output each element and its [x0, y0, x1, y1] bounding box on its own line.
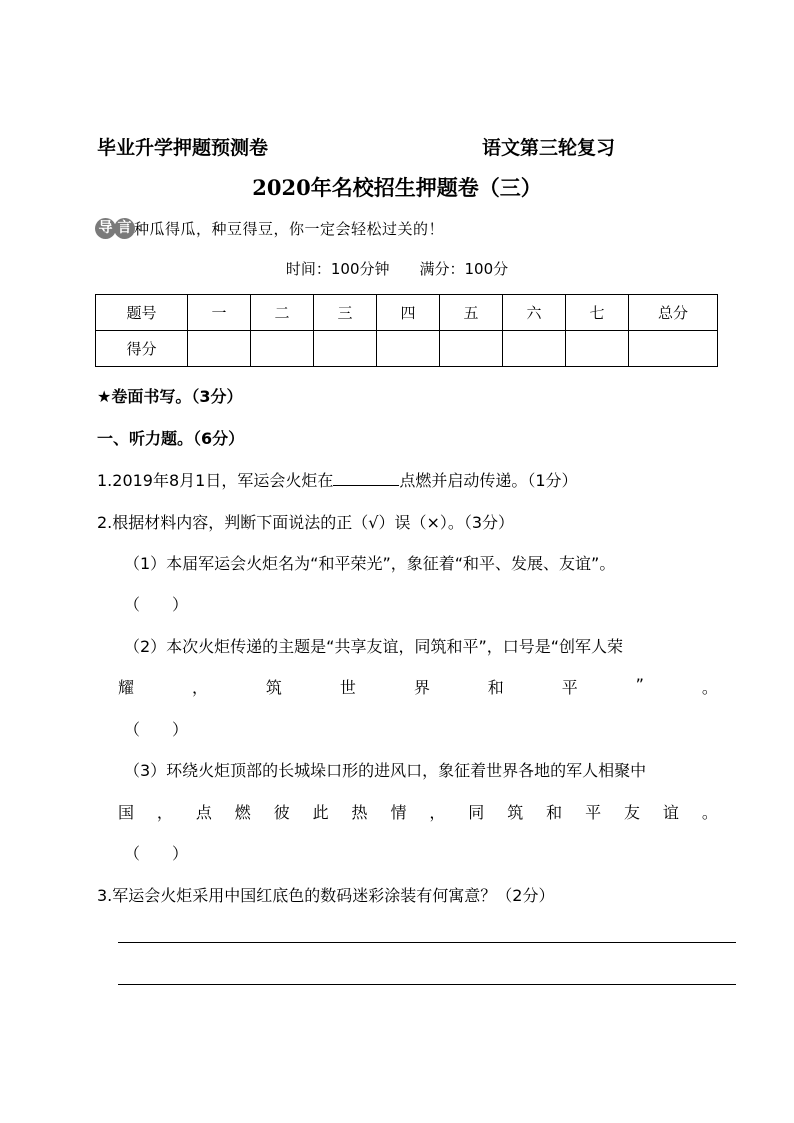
table-row — [96, 331, 718, 367]
q2-answer-paren-1[interactable]: （ ） — [124, 595, 189, 614]
q1-text-before: 1.2019年8月1日，军运会火炬在 — [97, 471, 334, 490]
text-char: 世 — [339, 678, 356, 697]
header-right-title: 语文第三轮复习 — [482, 137, 616, 159]
text-char: 。 — [701, 678, 718, 697]
question-1 — [97, 468, 578, 491]
answer-line[interactable] — [118, 984, 736, 985]
text-char: 燃 — [234, 803, 251, 822]
text-char: 国 — [118, 803, 135, 822]
text-char: 此 — [312, 803, 329, 822]
exam-info — [0, 258, 794, 279]
text-char: ， — [156, 803, 173, 822]
score-input-cell[interactable] — [566, 331, 629, 367]
score-table — [95, 294, 718, 367]
table-row — [96, 295, 718, 331]
table-cell: 四 — [377, 295, 440, 331]
q2-statement-1: （1）本届军运会火炬名为“和平荣光”，象征着“和平、发展、友谊”。 — [124, 554, 616, 573]
table-cell: 五 — [440, 295, 503, 331]
table-cell: 总分 — [629, 295, 718, 331]
q2-statement-3: （3）环绕火炬顶部的长城垛口形的进风口，象征着世界各地的军人相聚中 — [124, 761, 647, 780]
intro-line — [95, 215, 444, 241]
score-input-cell[interactable] — [251, 331, 314, 367]
text-char: 和 — [487, 678, 504, 697]
text-char: ， — [191, 678, 208, 697]
section-listening: 一、听力题。（6分） — [97, 429, 245, 448]
table-cell: 七 — [566, 295, 629, 331]
score-input-cell[interactable] — [629, 331, 718, 367]
text-char: ” — [635, 675, 644, 694]
text-char: 平 — [561, 678, 578, 697]
exam-title: 2020年名校招生押题卷（三） — [252, 175, 542, 200]
q1-text-after: 点燃并启动传递。（1分） — [399, 471, 578, 490]
q2-answer-paren-2[interactable]: （ ） — [124, 720, 189, 739]
section-handwriting: ★卷面书写。（3分） — [97, 387, 243, 406]
table-cell: 三 — [314, 295, 377, 331]
score-input-cell[interactable] — [188, 331, 251, 367]
text-char: 耀 — [118, 678, 135, 697]
table-cell: 二 — [251, 295, 314, 331]
score-input-cell[interactable] — [377, 331, 440, 367]
question-2-stem: 2.根据材料内容，判断下面说法的正（√）误（×）。（3分） — [97, 513, 515, 532]
text-char: 筑 — [265, 678, 282, 697]
answer-line[interactable] — [118, 942, 736, 943]
question-3-stem: 3.军运会火炬采用中国红底色的数码迷彩涂装有何寓意？（2分） — [97, 886, 555, 905]
text-char: 界 — [413, 678, 430, 697]
table-cell: 题号 — [96, 295, 188, 331]
header-left-title: 毕业升学押题预测卷 — [97, 137, 269, 159]
badge-char: 导 — [95, 218, 116, 239]
text-char: 情 — [390, 803, 407, 822]
text-char: 谊 — [662, 803, 679, 822]
text-char: 热 — [351, 803, 368, 822]
score-input-cell[interactable] — [503, 331, 566, 367]
q2-answer-paren-3[interactable]: （ ） — [124, 844, 189, 863]
text-char: 点 — [195, 803, 212, 822]
table-cell: 得分 — [96, 331, 188, 367]
text-char: 同 — [468, 803, 485, 822]
intro-badge-icon — [95, 218, 133, 239]
q2-statement-2-cont — [118, 675, 718, 698]
text-char: 。 — [701, 803, 718, 822]
q2-statement-3-cont — [118, 800, 718, 823]
q2-statement-2: （2）本次火炬传递的主题是“共享友谊，同筑和平”，口号是“创军人荣 — [124, 637, 624, 656]
text-char: 和 — [546, 803, 563, 822]
table-cell: 六 — [503, 295, 566, 331]
table-cell: 一 — [188, 295, 251, 331]
text-char: 彼 — [273, 803, 290, 822]
intro-text: 种瓜得瓜，种豆得豆，你一定会轻松过关的！ — [134, 219, 445, 238]
exam-time: 时间：100分钟 — [285, 260, 390, 278]
q1-answer-blank[interactable] — [333, 471, 399, 486]
text-char: 平 — [585, 803, 602, 822]
score-input-cell[interactable] — [440, 331, 503, 367]
text-char: 友 — [623, 803, 640, 822]
badge-char: 言 — [114, 218, 135, 239]
text-char: 筑 — [507, 803, 524, 822]
exam-full-score: 满分：100分 — [419, 260, 509, 278]
text-char: ， — [429, 803, 446, 822]
score-input-cell[interactable] — [314, 331, 377, 367]
